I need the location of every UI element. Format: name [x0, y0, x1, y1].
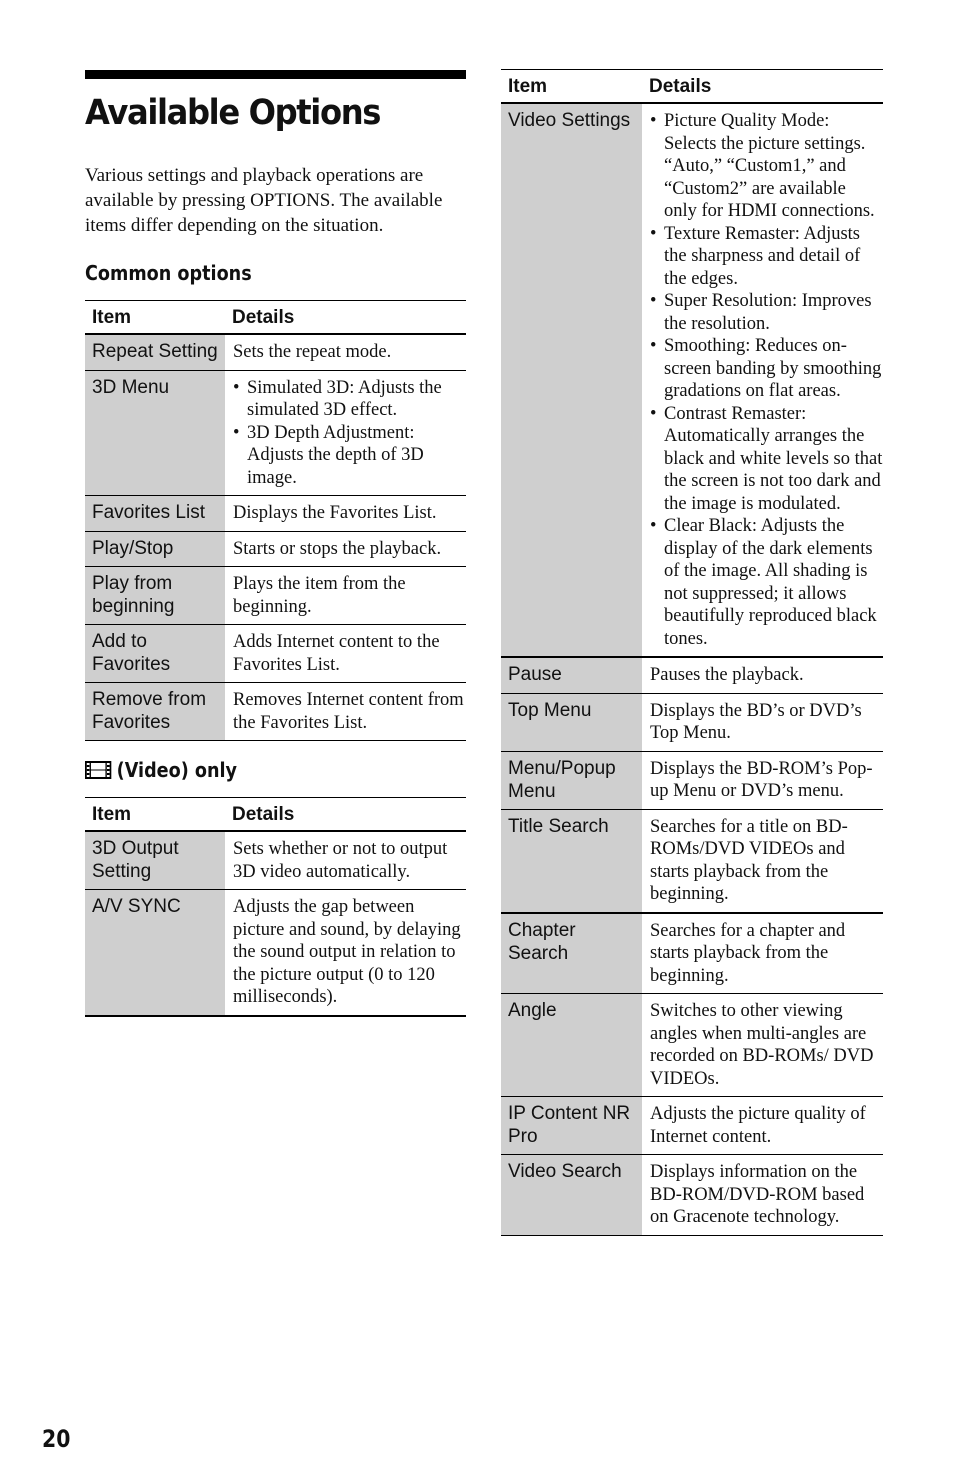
- table-row: [501, 1097, 883, 1155]
- item-cell: Repeat Setting: [85, 334, 225, 370]
- details-column-header: Details: [642, 70, 883, 104]
- table-row: [85, 496, 466, 532]
- table-row: [85, 567, 466, 625]
- bullet-item: • 3D Depth Adjustment: Adjusts the depth of 3D image.: [233, 422, 466, 490]
- item-cell: Play from beginning: [85, 567, 225, 625]
- item-column-header: Item: [501, 70, 642, 104]
- details-cell: Plays the item from the beginning.: [225, 567, 466, 625]
- table-row: [501, 913, 883, 994]
- details-cell: Adds Internet content to the Favorites List.: [225, 625, 466, 683]
- table-row: [85, 890, 466, 1016]
- bullet-item: • Clear Black: Adjusts the display of the dark elements of the image. All shading is not suppressed; it allows beautifully reproduced black tones.: [650, 515, 883, 650]
- item-cell: Play/Stop: [85, 531, 225, 567]
- item-cell: 3D Menu: [85, 370, 225, 496]
- right-column: [501, 69, 883, 1236]
- details-cell: Sets whether or not to output 3D video automatically.: [225, 831, 466, 890]
- details-cell: Switches to other viewing angles when multi-angles are recorded on BD-ROMs/ DVD VIDEOs.: [642, 994, 883, 1097]
- details-cell: Displays the BD’s or DVD’s Top Menu.: [642, 693, 883, 751]
- table-row: [85, 370, 466, 496]
- common-options-table: [85, 300, 466, 741]
- details-column-header: Details: [225, 798, 466, 832]
- details-cell: Removes Internet content from the Favorites List.: [225, 683, 466, 741]
- bullet-item: • Smoothing: Reduces on-screen banding by smoothing gradations on flat areas.: [650, 335, 883, 403]
- details-cell: Adjusts the picture quality of Internet content.: [642, 1097, 883, 1155]
- details-cell: Searches for a chapter and starts playback from the beginning.: [642, 913, 883, 994]
- common-options-heading: Common options: [85, 261, 252, 285]
- details-cell: [225, 370, 466, 496]
- item-cell: A/V SYNC: [85, 890, 225, 1016]
- item-column-header: Item: [85, 301, 225, 335]
- table-row: [501, 751, 883, 809]
- table-row: [501, 809, 883, 913]
- item-cell: Pause: [501, 657, 642, 693]
- details-cell: Starts or stops the playback.: [225, 531, 466, 567]
- table-row: [85, 683, 466, 741]
- page-title: Available Options: [85, 93, 381, 133]
- table-row: [501, 1155, 883, 1236]
- bullet-item: • Contrast Remaster: Automatically arranges the black and white levels so that the screen is not too dark and the image is modulated.: [650, 403, 883, 516]
- table-row: [85, 334, 466, 370]
- left-column: [85, 70, 466, 1017]
- bullet-item: • Picture Quality Mode: Selects the picture settings. “Auto,” “Custom1,” and “Custom2” are available only for HDMI connections.: [650, 110, 883, 223]
- details-cell: Searches for a title on BD-ROMs/DVD VIDEOs and starts playback from the beginning.: [642, 809, 883, 913]
- item-cell: 3D Output Setting: [85, 831, 225, 890]
- video-only-table: [85, 797, 466, 1017]
- film-icon: [85, 759, 111, 781]
- video-only-heading: [85, 757, 420, 783]
- item-cell: Add to Favorites: [85, 625, 225, 683]
- item-cell: Video Settings: [501, 103, 642, 657]
- item-cell: Remove from Favorites: [85, 683, 225, 741]
- bullet-item: • Simulated 3D: Adjusts the simulated 3D effect.: [233, 377, 466, 422]
- options-table-continued: [501, 69, 883, 1236]
- bullet-list: [650, 110, 883, 650]
- bullet-item: • Super Resolution: Improves the resolution.: [650, 290, 883, 335]
- table-row: [501, 657, 883, 693]
- bullet-list: [233, 377, 466, 490]
- item-cell: Angle: [501, 994, 642, 1097]
- table-header-row: [85, 301, 466, 335]
- details-cell: [642, 103, 883, 657]
- item-cell: IP Content NR Pro: [501, 1097, 642, 1155]
- details-column-header: Details: [225, 301, 466, 335]
- item-cell: Top Menu: [501, 693, 642, 751]
- details-cell: Adjusts the gap between picture and sound, by delaying the sound output in relation to the picture output (0 to 120 milliseconds).: [225, 890, 466, 1016]
- table-row: [501, 103, 883, 657]
- details-cell: Pauses the playback.: [642, 657, 883, 693]
- intro-paragraph: Various settings and playback operations are available by pressing OPTIONS. The available items differ depending on the situation.: [85, 165, 443, 236]
- table-row: [85, 625, 466, 683]
- table-row: [85, 531, 466, 567]
- details-cell: Displays the Favorites List.: [225, 496, 466, 532]
- bullet-item: • Texture Remaster: Adjusts the sharpness and detail of the edges.: [650, 223, 883, 291]
- item-cell: Chapter Search: [501, 913, 642, 994]
- details-cell: Displays the BD-ROM’s Pop-up Menu or DVD’s menu.: [642, 751, 883, 809]
- item-cell: Favorites List: [85, 496, 225, 532]
- item-cell: Video Search: [501, 1155, 642, 1236]
- video-only-heading-text: (Video) only: [116, 758, 237, 782]
- title-rule: [85, 70, 466, 79]
- table-row: [501, 994, 883, 1097]
- table-row: [501, 693, 883, 751]
- item-cell: Title Search: [501, 809, 642, 913]
- table-row: [85, 831, 466, 890]
- table-header-row: [85, 798, 466, 832]
- item-cell: Menu/Popup Menu: [501, 751, 642, 809]
- details-cell: Sets the repeat mode.: [225, 334, 466, 370]
- page-number: 20: [42, 1425, 71, 1453]
- details-cell: Displays information on the BD-ROM/DVD-ROM based on Gracenote technology.: [642, 1155, 883, 1236]
- table-header-row: [501, 70, 883, 104]
- item-column-header: Item: [85, 798, 225, 832]
